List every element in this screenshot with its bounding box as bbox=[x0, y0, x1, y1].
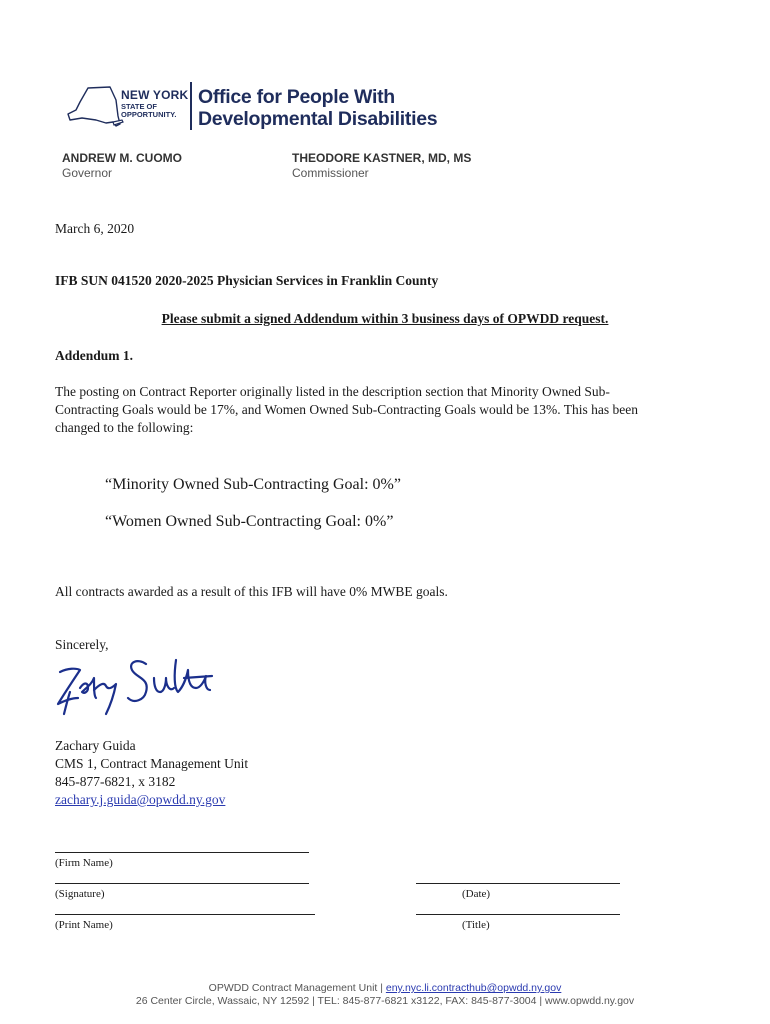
agency-name: Developmental Disabilities bbox=[198, 108, 438, 130]
paragraph-line: changed to the following: bbox=[55, 420, 194, 435]
signature-label: (Signature) bbox=[55, 888, 105, 900]
logo-divider bbox=[190, 82, 192, 130]
date-line[interactable] bbox=[416, 883, 620, 884]
title-line[interactable] bbox=[416, 914, 620, 915]
print-name-line[interactable] bbox=[55, 914, 315, 915]
state-name: NEW YORK bbox=[121, 88, 189, 102]
governor-title: Governor bbox=[62, 166, 113, 180]
paragraph-line: Contracting Goals would be 17%, and Women Owned Sub-Contracting Goals would be 13%. This has been bbox=[55, 402, 638, 417]
date-label: (Date) bbox=[462, 888, 491, 900]
commissioner-name: THEODORE KASTNER, MD, MS bbox=[292, 151, 472, 165]
signer-phone: 845-877-6821, x 3182 bbox=[55, 774, 176, 789]
footer-contact bbox=[0, 982, 770, 994]
state-tagline: OPPORTUNITY. bbox=[121, 110, 177, 119]
minority-goal-quote: “Minority Owned Sub-Contracting Goal: 0%” bbox=[105, 476, 401, 493]
agency-name: Office for People With bbox=[198, 86, 395, 108]
sign-off: Sincerely, bbox=[55, 637, 109, 652]
addendum-title: Addendum 1. bbox=[55, 348, 134, 363]
firm-name-line[interactable] bbox=[55, 852, 309, 853]
new-york-state-map-icon bbox=[66, 86, 124, 132]
footer-address: 26 Center Circle, Wassaic, NY 12592 | TEL: 845-877-6821 x3122, FAX: 845-877-3004 | www.opwdd.ny.gov bbox=[135, 995, 635, 1007]
firm-name-label: (Firm Name) bbox=[55, 857, 113, 869]
closing-statement: All contracts awarded as a result of this IFB will have 0% MWBE goals. bbox=[55, 584, 448, 599]
signature-line[interactable] bbox=[55, 883, 309, 884]
title-label: (Title) bbox=[462, 919, 490, 931]
footer-unit: OPWDD Contract Management Unit | bbox=[208, 982, 386, 994]
signer-name: Zachary Guida bbox=[55, 738, 136, 753]
letter-date: March 6, 2020 bbox=[55, 221, 135, 236]
women-goal-quote: “Women Owned Sub-Contracting Goal: 0%” bbox=[105, 513, 394, 530]
governor-name: ANDREW M. CUOMO bbox=[62, 151, 182, 165]
addendum-paragraph bbox=[55, 383, 695, 437]
footer-email-link[interactable]: eny.nyc.li.contracthub@opwdd.ny.gov bbox=[385, 982, 562, 994]
print-name-label: (Print Name) bbox=[55, 919, 113, 931]
state-tagline: STATE OF bbox=[121, 102, 157, 111]
submission-instruction: Please submit a signed Addendum within 3 business days of OPWDD request. bbox=[161, 311, 609, 326]
letter-subject: IFB SUN 041520 2020-2025 Physician Services in Franklin County bbox=[55, 273, 439, 288]
handwritten-signature bbox=[50, 648, 220, 720]
commissioner-title: Commissioner bbox=[292, 166, 369, 180]
paragraph-line: The posting on Contract Reporter originally listed in the description section that Minority Owned Sub- bbox=[55, 384, 610, 399]
signer-unit: CMS 1, Contract Management Unit bbox=[55, 756, 249, 771]
signer-email-link[interactable]: zachary.j.guida@opwdd.ny.gov bbox=[55, 792, 226, 807]
